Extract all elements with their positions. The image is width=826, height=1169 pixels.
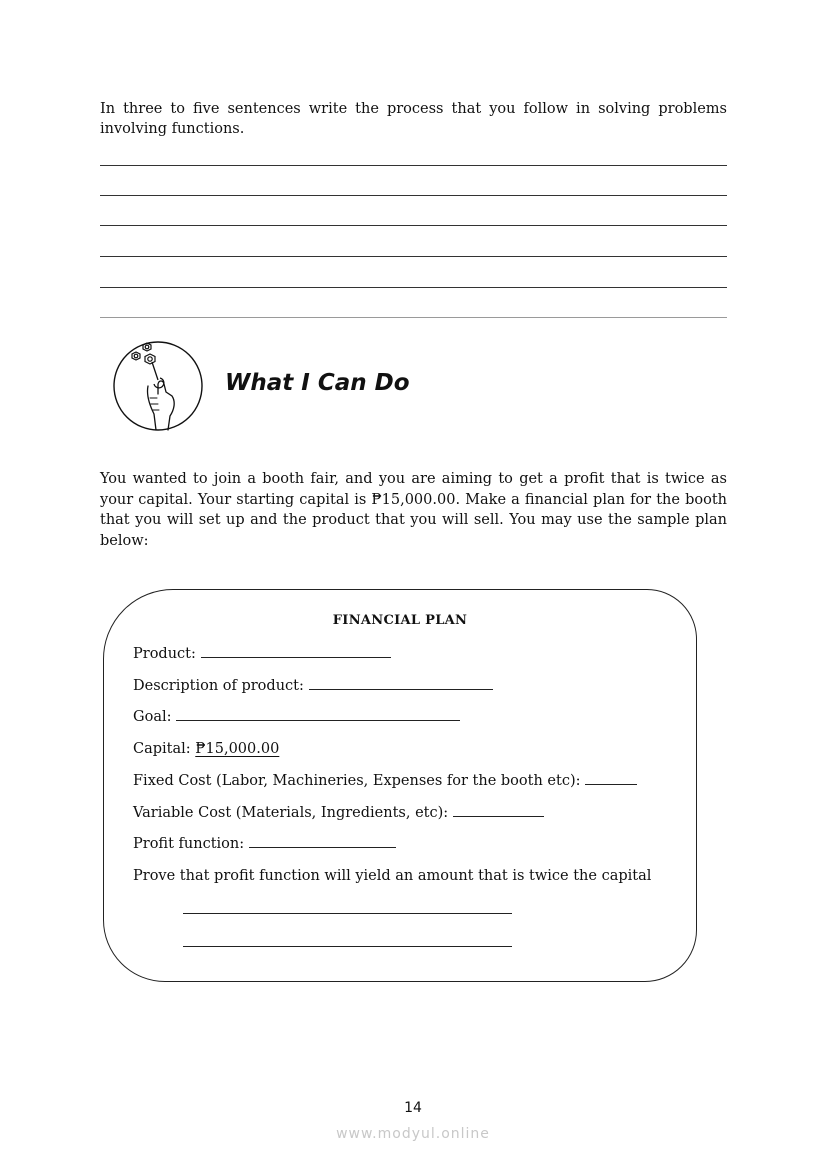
product-label: Product: [133, 646, 196, 662]
variable-cost-label: Variable Cost (Materials, Ingredients, etc): [133, 805, 449, 821]
page-number: 14 [404, 1100, 422, 1116]
variable-cost-field [133, 803, 544, 823]
description-blank[interactable] [309, 688, 493, 690]
profit-function-field [133, 834, 396, 854]
profit-function-label: Profit function: [133, 836, 245, 852]
proof-line[interactable] [183, 913, 512, 914]
prove-instruction: Prove that profit function will yield an amount that is twice the capital [133, 868, 652, 884]
goal-field [133, 707, 460, 727]
fixed-cost-field [133, 771, 637, 791]
product-blank[interactable] [201, 656, 391, 658]
answer-line[interactable] [100, 256, 727, 257]
capital-value: ₱15,000.00 [195, 741, 280, 757]
goal-label: Goal: [133, 709, 172, 725]
answer-line[interactable] [100, 195, 727, 196]
product-field [133, 644, 391, 664]
description-label: Description of product: [133, 678, 304, 694]
capital-label: Capital: [133, 741, 191, 757]
profit-function-blank[interactable] [249, 846, 396, 848]
fixed-cost-blank[interactable] [585, 783, 637, 785]
capital-field [133, 739, 279, 759]
section-title: What I Can Do [225, 370, 410, 396]
answer-line[interactable] [100, 225, 727, 226]
answer-line[interactable] [100, 287, 727, 288]
fixed-cost-label: Fixed Cost (Labor, Machineries, Expenses for the booth etc): [133, 773, 581, 789]
plan-title: FINANCIAL PLAN [332, 613, 468, 628]
answer-line[interactable] [100, 165, 727, 166]
goal-blank[interactable] [176, 719, 460, 721]
writing-prompt: In three to five sentences write the process that you follow in solving problems involving functions. [100, 101, 727, 137]
task-description: You wanted to join a booth fair, and you are aiming to get a profit that is twice as your capital. Your starting capital is ₱15,000.00. Make a financial plan for the booth that you will set up and the product that you will sell. You may use the sample plan below: [100, 471, 727, 550]
description-field [133, 676, 493, 696]
hand-with-gears-icon [112, 340, 204, 432]
answer-line[interactable] [100, 317, 727, 318]
watermark: www.modyul.online [336, 1126, 490, 1142]
variable-cost-blank[interactable] [453, 815, 544, 817]
proof-line[interactable] [183, 946, 512, 947]
